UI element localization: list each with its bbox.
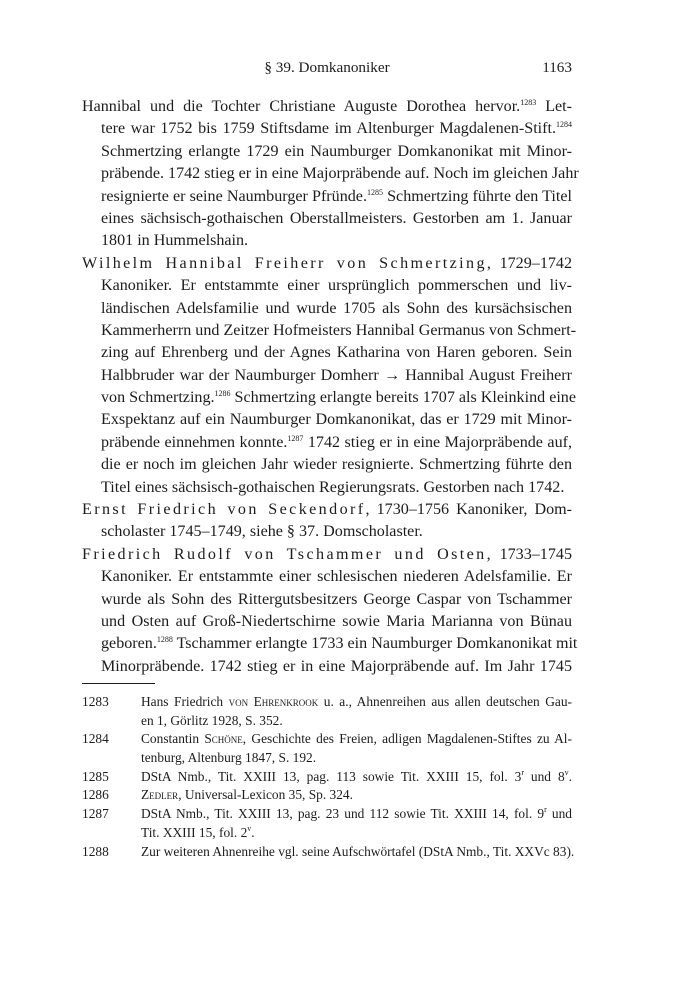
footnote-text: . (568, 768, 572, 784)
line-text: Kammerherrn und Zeitzer Hofmeisters Hannibal Germanus von Schmert- (101, 321, 577, 339)
folio-mark: r (544, 805, 547, 815)
text-line (82, 163, 579, 185)
footnote-text: und 8 (523, 768, 565, 784)
text-line (82, 477, 572, 499)
line-text: Kanoniker. Er entstammte einer schlesischen niederen Adelsfamilie. Er (101, 568, 572, 586)
footnote-number: 1286 (82, 787, 109, 803)
line-text: , 1733–1745 (486, 545, 572, 563)
section-title: § 39. Domkanoniker (264, 59, 390, 76)
footnote-line (141, 786, 572, 805)
folio-mark: v (247, 823, 252, 833)
footnote-text: und (546, 806, 572, 822)
text-line (82, 409, 572, 431)
line-text: geboren. (101, 635, 157, 653)
text-line (82, 320, 577, 342)
line-text: Titel eines sächsisch-gothaischen Regierungsrats. Gestorben nach 1742. (101, 478, 565, 496)
line-text: , 1730–1756 Kanoniker, Dom- (365, 501, 572, 519)
footnote-number: 1287 (82, 806, 109, 822)
line-text: Schmertzing erlangte 1729 ein Naumburger Domkanonikat mit Minor- (101, 142, 572, 160)
line-text: präbende einnehmen konnte. (101, 433, 288, 451)
line-text: die er noch im gleichen Jahr wieder resignierte. Schmertzing führte den (101, 456, 572, 474)
footnote (82, 843, 575, 862)
text-line (82, 521, 572, 543)
text-line (82, 342, 572, 364)
text-line (82, 365, 572, 387)
footnote-ref: 1285 (366, 187, 383, 197)
footnote (82, 730, 572, 767)
person-name: Friedrich Rudolf von Tschammer und Osten (82, 545, 487, 563)
person-name: Ernst Friedrich von Seckendorf (82, 501, 366, 519)
line-text: ländischen Adelsfamilie und wurde 1705 als Sohn des kursächsischen (101, 299, 572, 317)
footnote (82, 786, 572, 805)
line-text: Minorpräbende. 1742 stieg er in eine Majorpräbende auf. Im Jahr 1745 (101, 657, 572, 675)
text-line (82, 230, 572, 252)
footnote-text: DStA Nmb., Tit. XXIII 13, pag. 113 sowie Tit. XXIII 15, fol. 3 (141, 768, 522, 784)
line-text: Tschammer erlangte 1733 ein Naumburger Domkanonikat mit (172, 635, 578, 653)
line-text: wurde als Sohn des Rittergutsbesitzers George Caspar von Tschammer (101, 590, 572, 608)
footnote-number: 1283 (82, 694, 109, 709)
footnote-ref: 1284 (556, 120, 572, 130)
text-line (82, 633, 578, 655)
text-line (82, 656, 572, 678)
footnote-number: 1288 (82, 843, 109, 859)
footnote-line (141, 843, 575, 862)
footnote-line (141, 749, 572, 768)
line-text: Exspektanz auf ein Naumburger Domkanonikat, das er 1729 mit Minor- (101, 411, 572, 429)
line-text: und Osten auf Groß-Niedertschirne sowie Maria Marianna von Bünau (101, 612, 572, 630)
author-name: von Ehrenkrook (228, 694, 319, 709)
footnote-ref: 1287 (287, 433, 304, 443)
line-text: scholaster 1745–1749, siehe § 37. Domscholaster. (101, 523, 423, 541)
line-text: Halbbruder war der Naumburger Domherr → Hannibal August Freiherr (101, 366, 572, 384)
line-text: präbende. 1742 stieg er in eine Majorpräbende auf. Noch im gleichen Jahr (101, 165, 579, 183)
line-text: resignierte er seine Naumburger Pfründe. (101, 187, 367, 205)
footnote-number: 1284 (82, 731, 109, 747)
footnote-text: tenburg, Altenburg 1847, S. 192. (141, 750, 317, 766)
line-text: Schmertzing erlangte bereits 1707 als Kleinkind eine (230, 389, 576, 407)
text-line (82, 589, 572, 611)
text-line (82, 499, 572, 521)
text-line (82, 141, 572, 163)
footnote-ref: 1288 (156, 635, 173, 645)
line-text: von Schmertzing. (101, 389, 215, 407)
footnote (82, 805, 572, 842)
author-name: Zedler (141, 787, 179, 803)
person-name: Wilhelm Hannibal Freiherr von Schmertzing (82, 254, 487, 272)
footnotes (82, 693, 575, 861)
text-line (82, 454, 572, 476)
text-line (82, 208, 572, 230)
text-line (82, 186, 572, 208)
footnote (82, 693, 572, 730)
footnote-text: Hans Friedrich (141, 694, 229, 709)
text-line (82, 611, 572, 633)
running-header (82, 59, 572, 81)
line-text: Let- (536, 98, 573, 115)
text-line (82, 96, 572, 118)
footnote-line (141, 712, 572, 731)
footnote-rule (82, 683, 155, 684)
line-text: Kanoniker. Er entstammte einer ursprünglich pommerschen und liv- (101, 277, 572, 295)
footnote-text: , Universal-Lexicon 35, Sp. 324. (178, 787, 353, 803)
footnote-text: Zur weiteren Ahnenreihe vgl. seine Aufschwörtafel (DStA Nmb., Tit. XXVc 83). (141, 843, 575, 859)
text-line (82, 566, 572, 588)
main-text (82, 96, 579, 678)
line-text: tere war 1752 bis 1759 Stiftsdame im Altenburger Magdalenen-Stift. (101, 120, 556, 138)
line-text: , 1729–1742 (486, 254, 573, 272)
footnote-ref: 1283 (520, 98, 537, 107)
footnote-line (141, 824, 572, 843)
footnote-line (141, 730, 572, 749)
text-line (82, 253, 572, 275)
footnote-line (141, 805, 572, 824)
footnote-ref: 1286 (214, 389, 231, 399)
folio-mark: r (521, 767, 524, 777)
footnote-text: en 1, Görlitz 1928, S. 352. (141, 712, 283, 728)
text-line (82, 298, 572, 320)
folio-mark: v (564, 767, 569, 777)
text-line (82, 432, 572, 454)
footnote-text: Constantin (141, 731, 205, 747)
text-line (82, 387, 576, 409)
text-line (82, 275, 572, 297)
footnote (82, 768, 572, 787)
line-text: 1801 in Hummelshain. (101, 232, 249, 250)
line-text: eines sächsisch-gothaischen Oberstallmeisters. Gestorben am 1. Januar (101, 209, 572, 227)
line-text: Hannibal und die Tochter Christiane Auguste Dorothea hervor. (82, 98, 521, 115)
author-name: Schöne (204, 731, 243, 747)
text-line (82, 544, 572, 566)
footnote-text: u. a., Ahnenreihen aus allen deutschen Gau- (318, 694, 572, 709)
text-line (82, 118, 572, 140)
footnote-text: Tit. XXIII 15, fol. 2 (141, 824, 248, 840)
footnote-number: 1285 (82, 768, 109, 784)
line-text: Schmertzing führte den Titel (382, 187, 572, 205)
page-number: 1163 (542, 59, 572, 76)
footnote-text: DStA Nmb., Tit. XXIII 13, pag. 23 und 112 sowie Tit. XXIII 14, fol. 9 (141, 806, 545, 822)
footnote-line (141, 768, 572, 787)
footnote-text: , Geschichte des Freien, adligen Magdalenen-Stiftes zu Al- (242, 731, 572, 747)
footnote-line (141, 693, 572, 712)
line-text: 1742 stieg er in eine Majorpräbende auf, (303, 433, 572, 451)
line-text: zing auf Ehrenberg und der Agnes Katharina von Haren geboren. Sein (101, 344, 572, 362)
footnote-text: . (251, 824, 255, 840)
